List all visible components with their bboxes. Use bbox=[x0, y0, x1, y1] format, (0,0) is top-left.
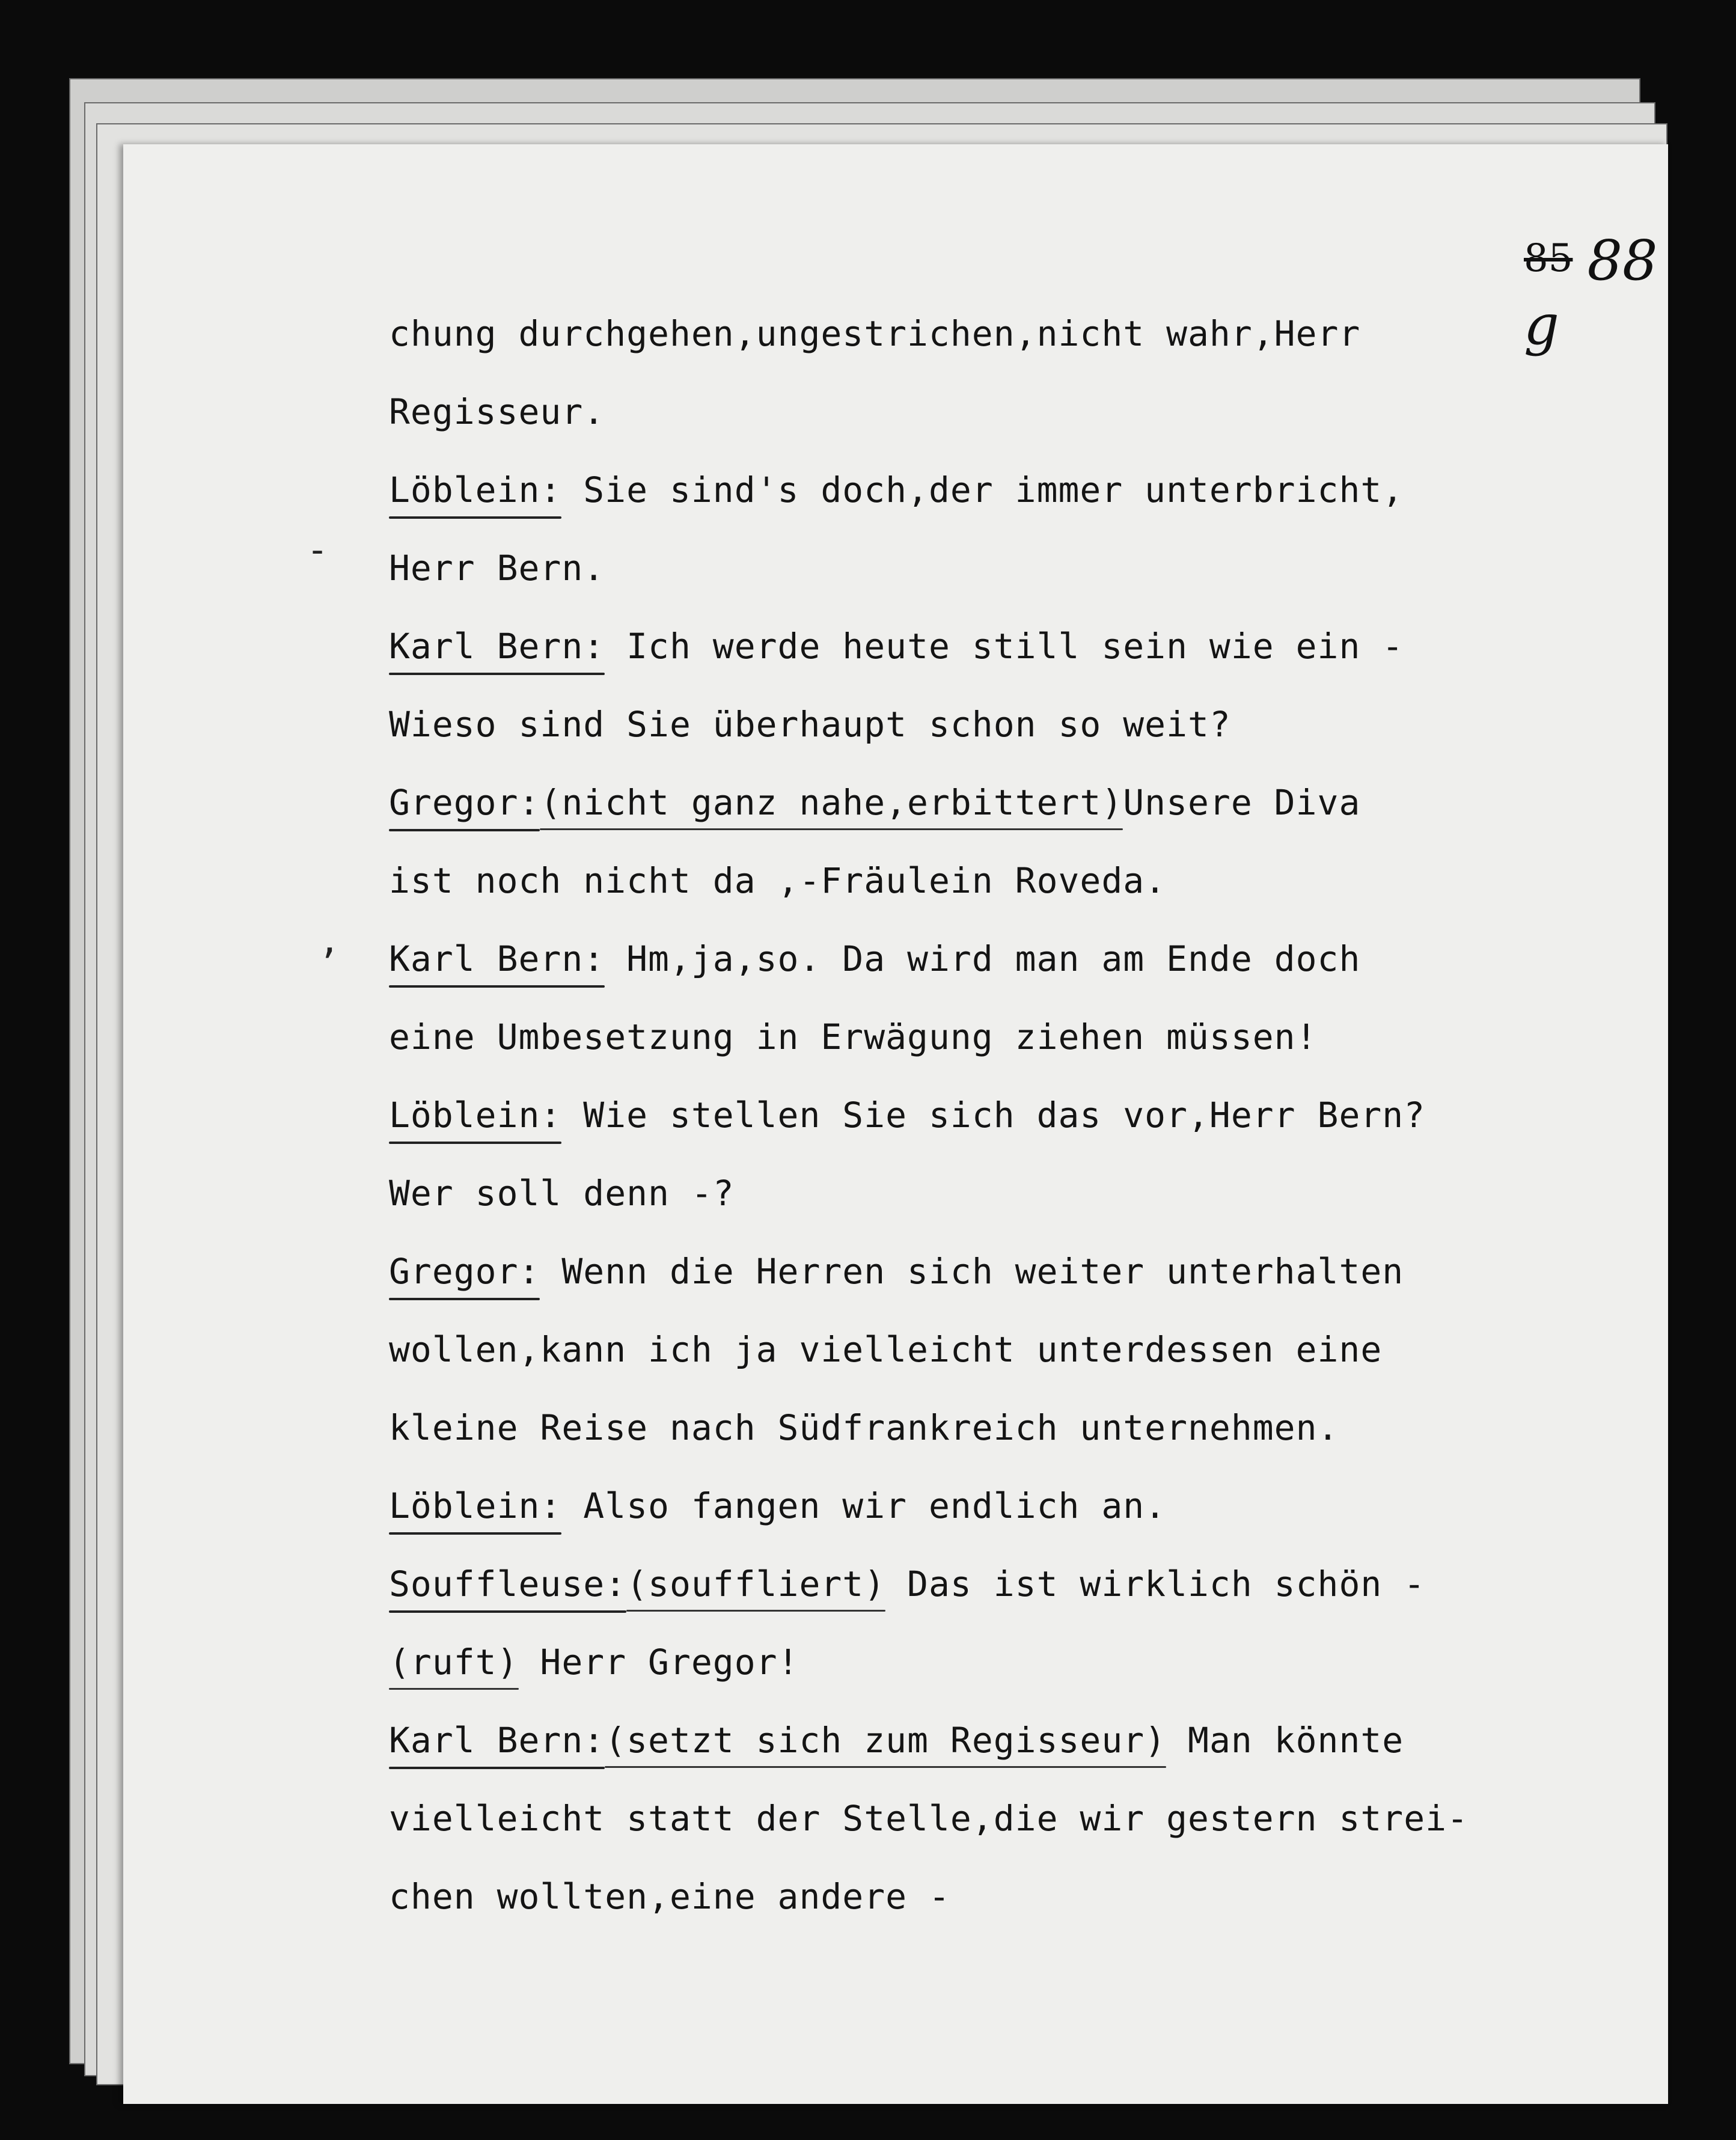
stage-direction: (ruft) bbox=[389, 1642, 519, 1683]
page-number-current: 88 g bbox=[1524, 228, 1658, 357]
line-text: chung durchgehen,ungestrichen,nicht wahr,Herr bbox=[389, 313, 1361, 354]
dialogue-line bbox=[389, 1389, 1668, 1467]
line-text: Wieso sind Sie überhaupt schon so weit? bbox=[389, 704, 1231, 745]
line-text: wollen,kann ich ja vielleicht unterdessen eine bbox=[389, 1329, 1383, 1370]
line-text: Sie sind's doch,der immer unterbricht, bbox=[561, 469, 1404, 510]
line-text: Wenn die Herren sich weiter unterhalten bbox=[540, 1251, 1404, 1292]
line-text: Regisseur. bbox=[389, 391, 605, 432]
dialogue-line bbox=[389, 1623, 1668, 1701]
dialogue-line bbox=[389, 1467, 1668, 1545]
line-text: Das ist wirklich schön - bbox=[885, 1564, 1426, 1604]
dialogue-line bbox=[389, 1779, 1668, 1857]
dialogue-line bbox=[389, 451, 1668, 529]
typescript-page bbox=[123, 144, 1668, 2104]
dialogue-line bbox=[389, 1701, 1668, 1779]
dialogue-text bbox=[389, 295, 1668, 1936]
dialogue-line bbox=[389, 1154, 1668, 1232]
stage-direction: (souffliert) bbox=[626, 1564, 886, 1604]
line-text: eine Umbesetzung in Erwägung ziehen müssen! bbox=[389, 1016, 1318, 1057]
dialogue-line bbox=[389, 998, 1668, 1076]
speaker-name: Gregor: bbox=[389, 1251, 540, 1292]
dialogue-line bbox=[389, 295, 1668, 373]
speaker-name: Gregor: bbox=[389, 782, 540, 823]
line-text: Herr Gregor! bbox=[518, 1642, 799, 1683]
dialogue-line bbox=[389, 685, 1668, 763]
dialogue-line bbox=[389, 373, 1668, 451]
speaker-name: Löblein: bbox=[389, 1485, 562, 1526]
line-text: Wer soll denn -? bbox=[389, 1173, 735, 1214]
page-number-struck: 85 bbox=[1524, 236, 1573, 281]
line-text: Wie stellen Sie sich das vor,Herr Bern? bbox=[561, 1095, 1426, 1136]
dialogue-line bbox=[389, 1076, 1668, 1154]
speaker-name: Karl Bern: bbox=[389, 1720, 605, 1761]
dialogue-line bbox=[389, 763, 1668, 842]
line-text: ist noch nicht da ,-Fräulein Roveda. bbox=[389, 860, 1167, 901]
dialogue-line bbox=[389, 529, 1668, 607]
dialogue-line bbox=[389, 920, 1668, 998]
speaker-name: Karl Bern: bbox=[389, 938, 605, 979]
dialogue-line bbox=[389, 1545, 1668, 1623]
line-text: Also fangen wir endlich an. bbox=[561, 1485, 1167, 1526]
dialogue-line bbox=[389, 1310, 1668, 1389]
margin-dash-mark: - bbox=[307, 529, 329, 571]
line-text: kleine Reise nach Südfrankreich unternehmen. bbox=[389, 1407, 1339, 1448]
dialogue-line bbox=[389, 842, 1668, 920]
speaker-name: Löblein: bbox=[389, 1095, 562, 1136]
dialogue-line bbox=[389, 1857, 1668, 1936]
line-text: chen wollten,eine andere - bbox=[389, 1876, 950, 1917]
line-text: Ich werde heute still sein wie ein - bbox=[605, 626, 1404, 667]
stage-direction: (setzt sich zum Regisseur) bbox=[605, 1720, 1167, 1761]
line-text: vielleicht statt der Stelle,die wir gestern strei- bbox=[389, 1798, 1469, 1839]
line-text: Herr Bern. bbox=[389, 548, 605, 588]
speaker-name: Karl Bern: bbox=[389, 626, 605, 667]
speaker-name: Löblein: bbox=[389, 469, 562, 510]
line-text: Hm,ja,so. Da wird man am Ende doch bbox=[605, 938, 1361, 979]
line-text: Unsere Diva bbox=[1123, 782, 1361, 823]
stage-direction: (nicht ganz nahe,erbittert) bbox=[540, 782, 1123, 823]
margin-tick-mark: , bbox=[319, 920, 341, 962]
dialogue-line bbox=[389, 607, 1668, 685]
speaker-name: Souffleuse: bbox=[389, 1564, 627, 1604]
line-text: Man könnte bbox=[1166, 1720, 1404, 1761]
dialogue-line bbox=[389, 1232, 1668, 1310]
